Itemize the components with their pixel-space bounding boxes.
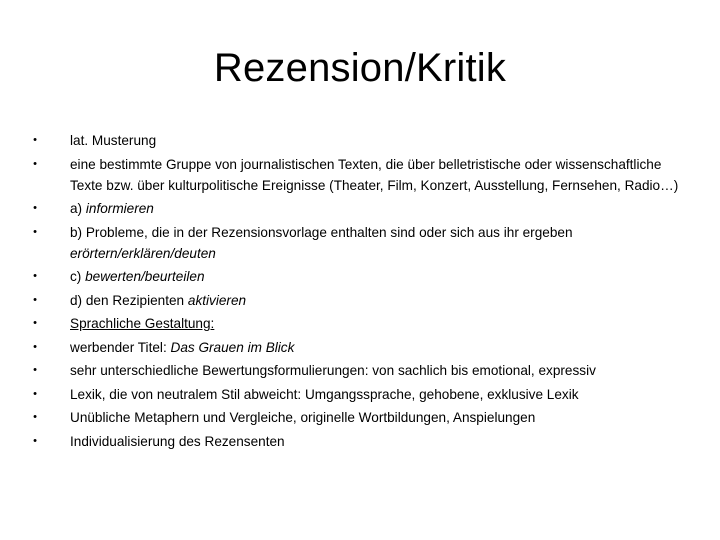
bullet-icon: • (33, 364, 37, 376)
bullet-item (30, 337, 690, 358)
bullet-item (30, 384, 690, 405)
bullet-item (30, 360, 690, 381)
bullet-icon: • (33, 270, 37, 282)
bullet-text: Lexik, die von neutralem Stil abweicht: Umgangssprache, gehobene, exklusive Lexik (70, 386, 579, 402)
bullet-emphasis: aktivieren (187, 292, 247, 308)
bullet-list (30, 130, 690, 454)
bullet-text: werbender Titel: (70, 339, 171, 355)
bullet-icon: • (33, 434, 37, 447)
bullet-icon: • (33, 411, 37, 423)
bullet-item (30, 407, 690, 428)
bullet-item (30, 290, 690, 311)
bullet-item (30, 222, 690, 264)
bullet-icon: • (33, 293, 37, 306)
bullet-emphasis: bewerten/beurteilen (85, 269, 205, 284)
bullet-text: d) den Rezipienten (70, 292, 188, 308)
bullet-item (30, 198, 690, 219)
bullet-emphasis: Das Grauen im Blick (170, 339, 295, 355)
bullet-icon: • (33, 202, 37, 214)
bullet-icon: • (33, 340, 37, 353)
bullet-text: Unübliche Metaphern und Vergleiche, originelle Wortbildungen, Anspielungen (70, 410, 536, 425)
bullet-icon: • (33, 387, 37, 400)
section-heading: Sprachliche Gestaltung: (70, 316, 215, 331)
bullet-item (30, 154, 690, 196)
bullet-text: sehr unterschiedliche Bewertungsformulierungen: von sachlich bis emotional, expressiv (70, 363, 596, 378)
bullet-emphasis: erörtern/erklären/deuten (70, 245, 216, 261)
bullet-text: c) (70, 269, 86, 284)
slide-title: Rezension/Kritik (213, 46, 507, 90)
bullet-icon: • (33, 317, 37, 329)
bullet-item (30, 130, 690, 151)
bullet-icon: • (33, 134, 37, 146)
bullet-emphasis: informieren (85, 201, 154, 216)
bullet-icon: • (33, 225, 37, 238)
bullet-text: eine bestimmte Gruppe von journalistischen Texten, die über belletristische oder wissenschaftliche Texte bzw. über kulturpolitische Ereignisse (Theater, Film, Konzert, Ausstellung, Fernsehen, Radio…) (70, 156, 679, 193)
bullet-text: b) Probleme, die in der Rezensionsvorlage enthalten sind oder sich aus ihr ergeben (70, 224, 573, 240)
bullet-item (30, 431, 690, 452)
bullet-text: a) (70, 201, 86, 216)
bullet-text: lat. Musterung (70, 133, 157, 148)
bullet-item (30, 313, 690, 334)
bullet-item (30, 266, 690, 287)
bullet-text: Individualisierung des Rezensenten (70, 433, 285, 449)
bullet-icon: • (33, 157, 37, 170)
